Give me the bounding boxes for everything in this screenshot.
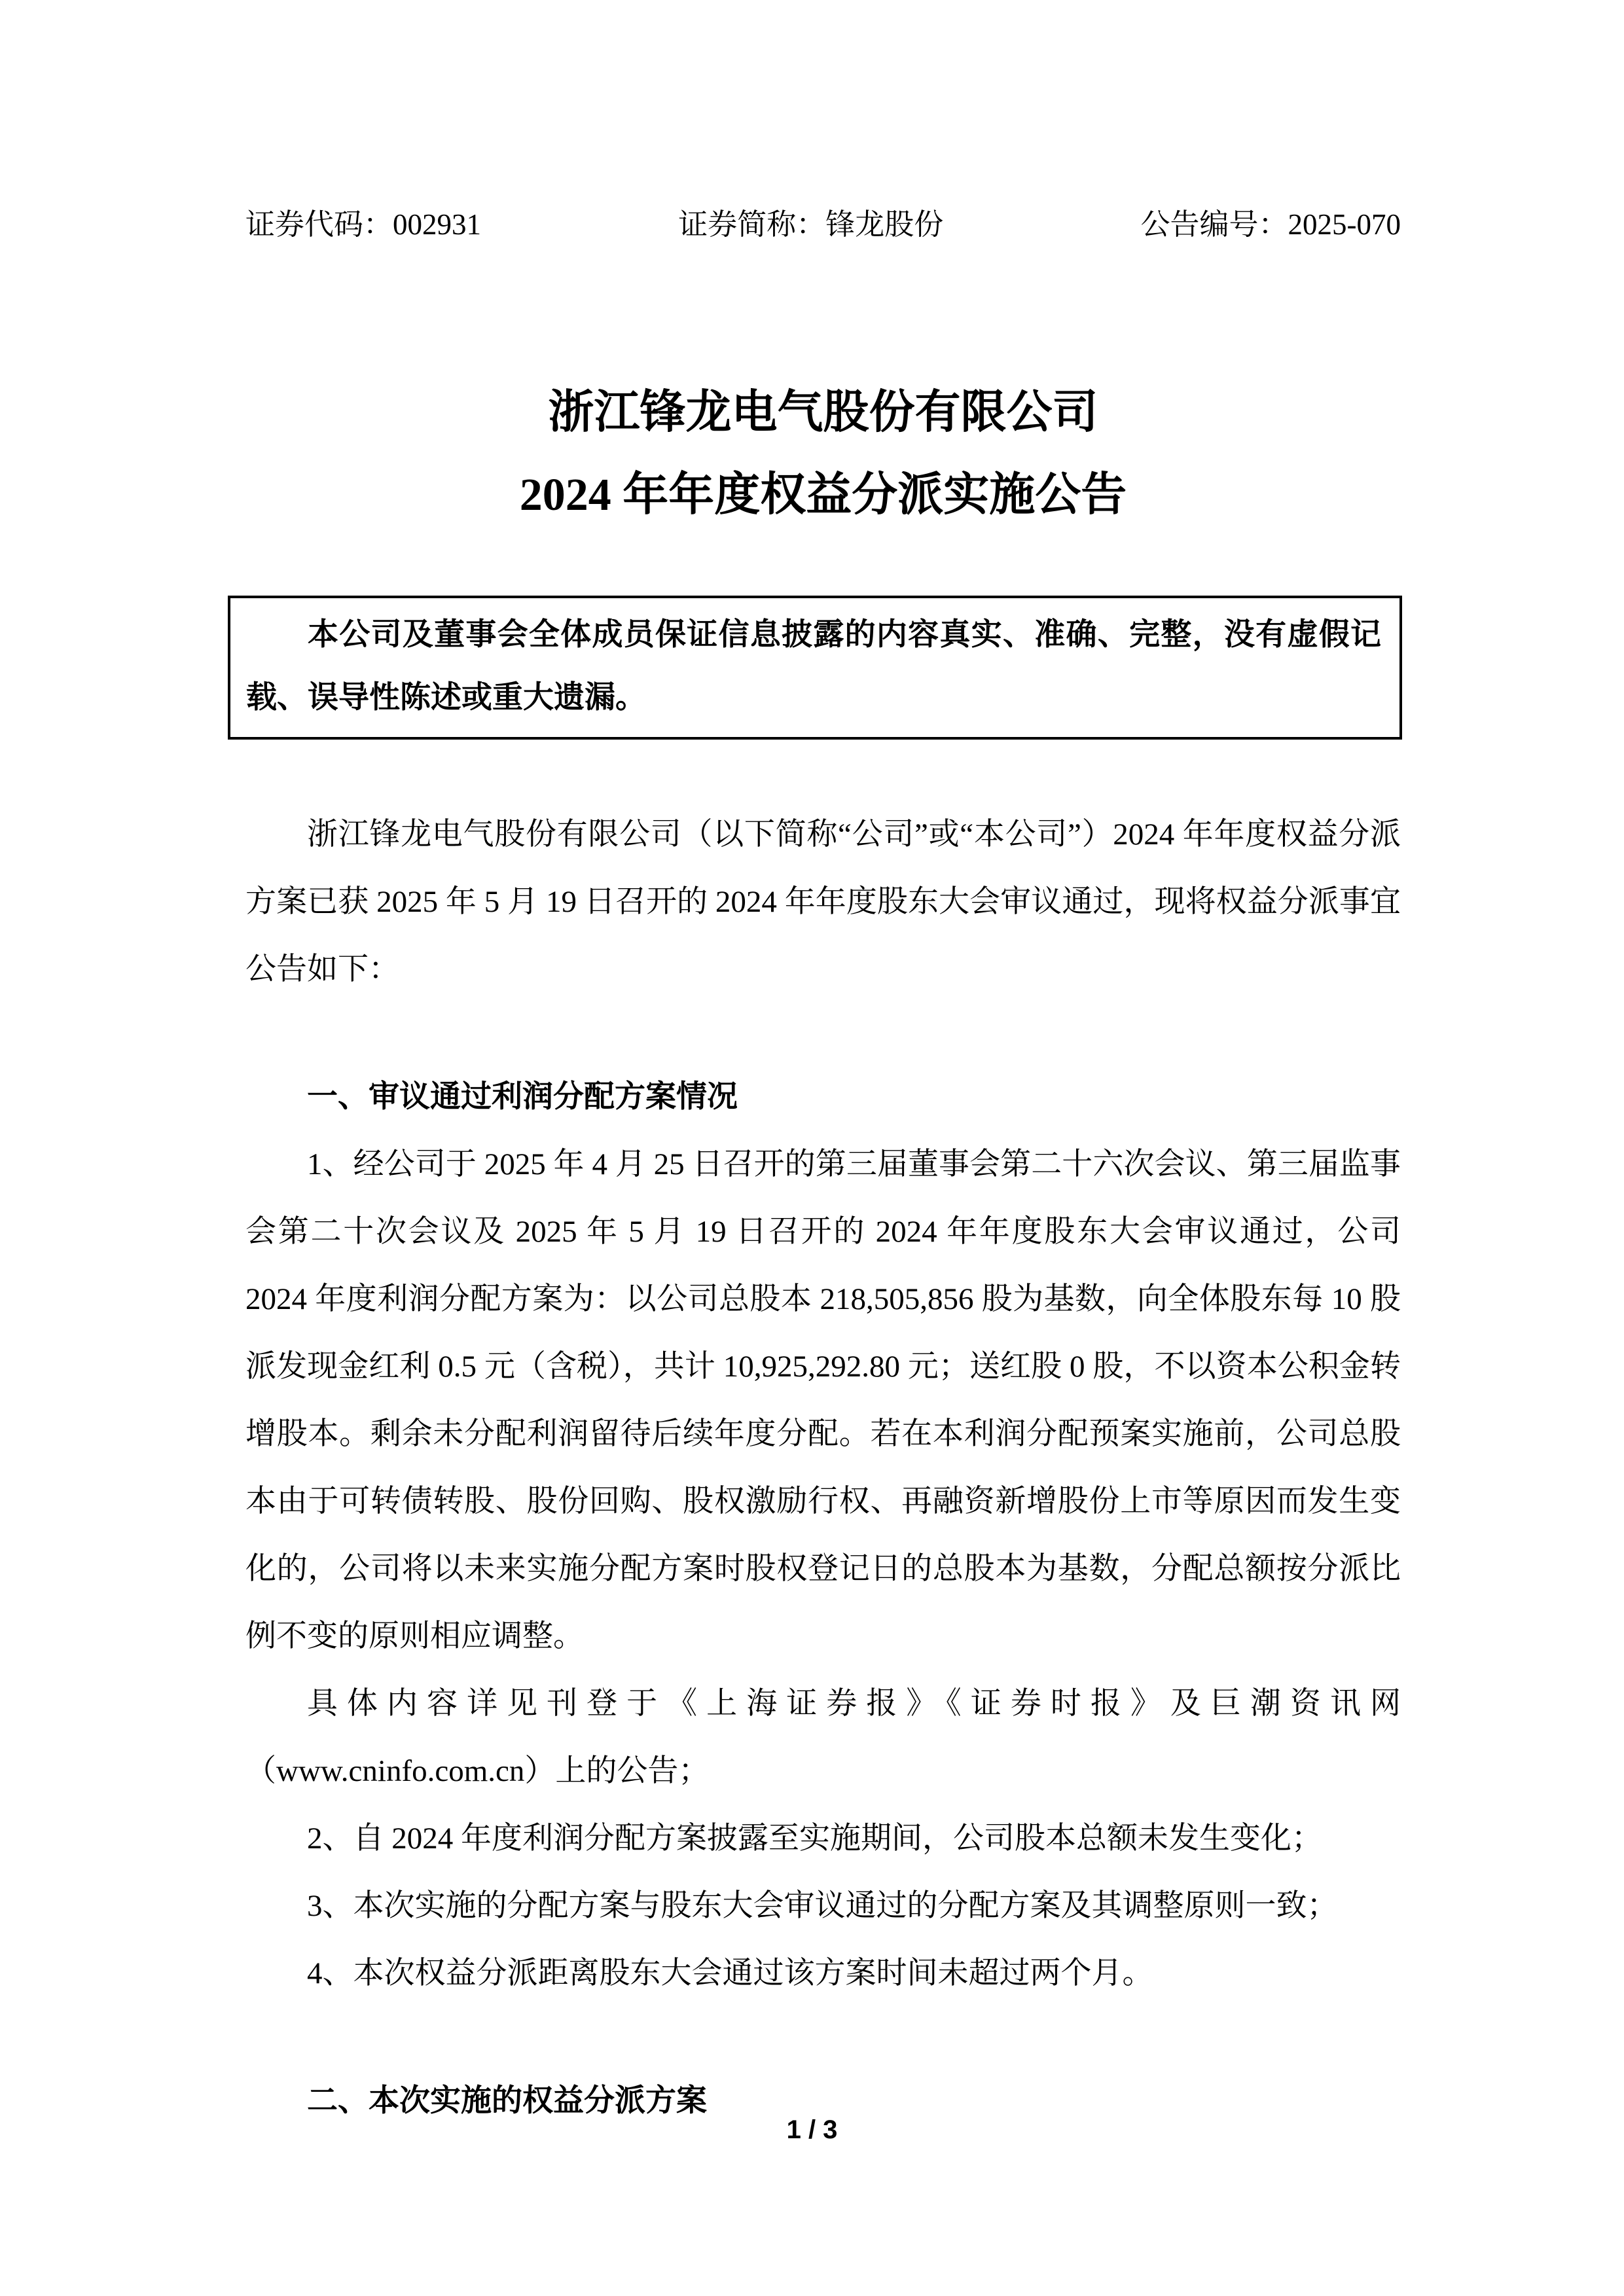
disclaimer-box [228,596,1402,740]
disclaimer-text: 本公司及董事会全体成员保证信息披露的内容真实、准确、完整，没有虚假记载、误导性陈述或重大遗漏。 [246,618,1381,715]
title-block [245,372,1401,537]
page-number: 1 / 3 [786,2115,838,2144]
announcement-number-label: 公告编号：2025-070 [1140,208,1401,241]
section-1-paragraph-4: 3、本次实施的分配方案与股东大会审议通过的分配方案及其调整原则一致； [307,1889,1338,1923]
announcement-title: 2024 年年度权益分派实施公告 [519,470,1127,520]
stock-short-name-label: 证券简称：锋龙股份 [678,208,944,241]
stock-code-label: 证券代码：002931 [245,208,482,241]
company-name-title: 浙江锋龙电气股份有限公司 [548,387,1098,438]
section-1-paragraph-2: 具体内容详见刊登于《上海证券报》《证券时报》及巨潮资讯网（www.cninfo.com.cn）上的公告； [245,1687,1401,1788]
section-1-paragraph-5: 4、本次权益分派距离股东大会通过该方案时间未超过两个月。 [307,1956,1153,1990]
section-1-paragraph-1: 1、经公司于 2025 年 4 月 25 日召开的第三届董事会第二十六次会议、第三届监事会第二十次会议及 2025 年 5 月 19 日召开的 2024 年年度股东大会审议通过，公司 2024 年度利润分配方案为：以公司总股本 218,505,856 股为基数，向全体股东每 10 股派发现金红利 0.5 元（含税），共计 10,925,292.80 元；送红股 0 股，不以资本公积金转增股本。剩余未分配利润留待后续年度分配。若在本利润分配预案实施前，公司总股本由于可转债转股、股份回购、股权激励行权、再融资新增股份上市等原因而发生变化的，公司将以未来实施分配方案时股权登记日的总股本为基数，分配总额按分派比例不变的原则相应调整。 [245,1147,1401,1653]
section-1-heading: 一、审议通过利润分配方案情况 [307,1080,738,1114]
doc-header [245,208,1401,241]
intro-paragraph: 浙江锋龙电气股份有限公司（以下简称“公司”或“本公司”）2024 年年度权益分派方案已获 2025 年 5 月 19 日召开的 2024 年年度股东大会审议通过，现将权益分派事宜公告如下： [245,817,1401,986]
section-2-heading: 二、本次实施的权益分派方案 [307,2084,707,2118]
section-1-paragraph-3: 2、自 2024 年度利润分配方案披露至实施期间，公司股本总额未发生变化； [307,1821,1322,1856]
